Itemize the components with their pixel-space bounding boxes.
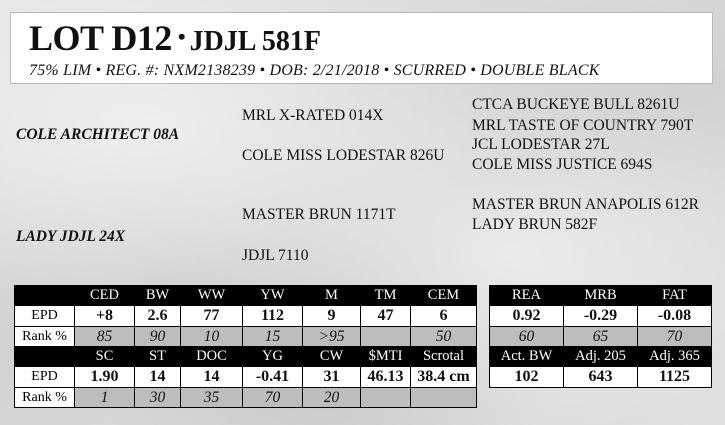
rank-value: [361, 327, 411, 347]
sire-sire: MRL X-RATED 014X: [242, 107, 384, 124]
carcass-header: FAT: [638, 286, 712, 306]
epd-header: SC: [75, 347, 135, 367]
blank-cell: [15, 347, 75, 367]
rank-value: 30: [135, 388, 181, 408]
epd-header: TM: [361, 286, 411, 306]
rank-value: [361, 388, 411, 408]
epd-header: ST: [135, 347, 181, 367]
epd-header: YW: [243, 286, 303, 306]
epd-header: YG: [243, 347, 303, 367]
carcass-value: -0.29: [564, 306, 638, 327]
bullet-separator: •: [177, 24, 186, 49]
row-label: Rank %: [15, 327, 75, 347]
great-grandparent: JCL LODESTAR 27L: [472, 136, 610, 153]
rank-value: 20: [303, 388, 361, 408]
carcass-header: REA: [490, 286, 564, 306]
epd-value: 2.6: [135, 306, 181, 327]
epd-table: [14, 285, 477, 408]
dam-sire: MASTER BRUN 1171T: [242, 206, 396, 223]
great-grandparent: MASTER BRUN ANAPOLIS 612R: [472, 196, 699, 213]
epd-header: M: [303, 286, 361, 306]
epd-value: -0.41: [243, 367, 303, 388]
sire-dam: COLE MISS LODESTAR 826U: [242, 147, 445, 164]
rank-value: 10: [181, 327, 243, 347]
weights-value-row: [490, 367, 712, 388]
rank-value: 90: [135, 327, 181, 347]
carcass-value-row: [490, 306, 712, 327]
sire: COLE ARCHITECT 08A: [16, 126, 180, 143]
animal-tag: JDJL 581F: [189, 26, 322, 57]
epd-header: CED: [75, 286, 135, 306]
lot-number: LOT D12: [29, 18, 172, 58]
great-grandparent: CTCA BUCKEYE BULL 8261U: [472, 96, 680, 113]
rank-value: [411, 388, 477, 408]
epd-header: BW: [135, 286, 181, 306]
weights-value: 102: [490, 367, 564, 388]
epd-value: 31: [303, 367, 361, 388]
carcass-header: MRB: [564, 286, 638, 306]
carcass-table: [489, 285, 712, 388]
epd-header: $MTI: [361, 347, 411, 367]
weights-header: Adj. 365: [638, 347, 712, 367]
epd-value: 46.13: [361, 367, 411, 388]
rank-row: [15, 388, 477, 408]
epd-value: 6: [411, 306, 477, 327]
rank-value: 15: [243, 327, 303, 347]
weights-value: 643: [564, 367, 638, 388]
rank-value: 1: [75, 388, 135, 408]
epd-header-row: [15, 347, 477, 367]
weights-value: 1125: [638, 367, 712, 388]
epd-header: CEM: [411, 286, 477, 306]
great-grandparent: COLE MISS JUSTICE 694S: [472, 156, 653, 173]
rank-value: 50: [411, 327, 477, 347]
row-label: EPD: [15, 367, 75, 388]
epd-value: 14: [135, 367, 181, 388]
weights-header: Adj. 205: [564, 347, 638, 367]
carcass-header-row: [490, 286, 712, 306]
epd-value-row: [15, 306, 477, 327]
epd-value: 47: [361, 306, 411, 327]
epd-header: CW: [303, 347, 361, 367]
epd-header: WW: [181, 286, 243, 306]
epd-value: 9: [303, 306, 361, 327]
weights-header: Act. BW: [490, 347, 564, 367]
epd-header-row: [15, 286, 477, 306]
epd-header: Scrotal: [411, 347, 477, 367]
row-label: EPD: [15, 306, 75, 327]
great-grandparent: LADY BRUN 582F: [472, 216, 598, 233]
lot-title-line: [29, 17, 321, 59]
dam-dam: JDJL 7110: [242, 247, 309, 264]
rank-value: >95: [303, 327, 361, 347]
great-grandparent: MRL TASTE OF COUNTRY 790T: [472, 117, 694, 134]
rank-value: 85: [75, 327, 135, 347]
epd-header: DOC: [181, 347, 243, 367]
rank-value: 70: [243, 388, 303, 408]
epd-value: +8: [75, 306, 135, 327]
rank-value: 35: [181, 388, 243, 408]
epd-value: 112: [243, 306, 303, 327]
weights-header-row: [490, 347, 712, 367]
animal-details: 75% LIM • REG. #: NXM2138239 • DOB: 2/21/2018 • SCURRED • DOUBLE BLACK: [29, 62, 600, 79]
dam: LADY JDJL 24X: [16, 228, 126, 245]
carcass-rank: 70: [638, 327, 712, 347]
rank-row: [15, 327, 477, 347]
lot-header: [10, 12, 713, 84]
epd-value: 77: [181, 306, 243, 327]
carcass-value: -0.08: [638, 306, 712, 327]
blank-cell: [15, 286, 75, 306]
carcass-rank-row: [490, 327, 712, 347]
epd-value-row: [15, 367, 477, 388]
carcass-rank: 65: [564, 327, 638, 347]
epd-value: 1.90: [75, 367, 135, 388]
epd-value: 38.4 cm: [411, 367, 477, 388]
carcass-rank: 60: [490, 327, 564, 347]
row-label: Rank %: [15, 388, 75, 408]
carcass-value: 0.92: [490, 306, 564, 327]
epd-value: 14: [181, 367, 243, 388]
